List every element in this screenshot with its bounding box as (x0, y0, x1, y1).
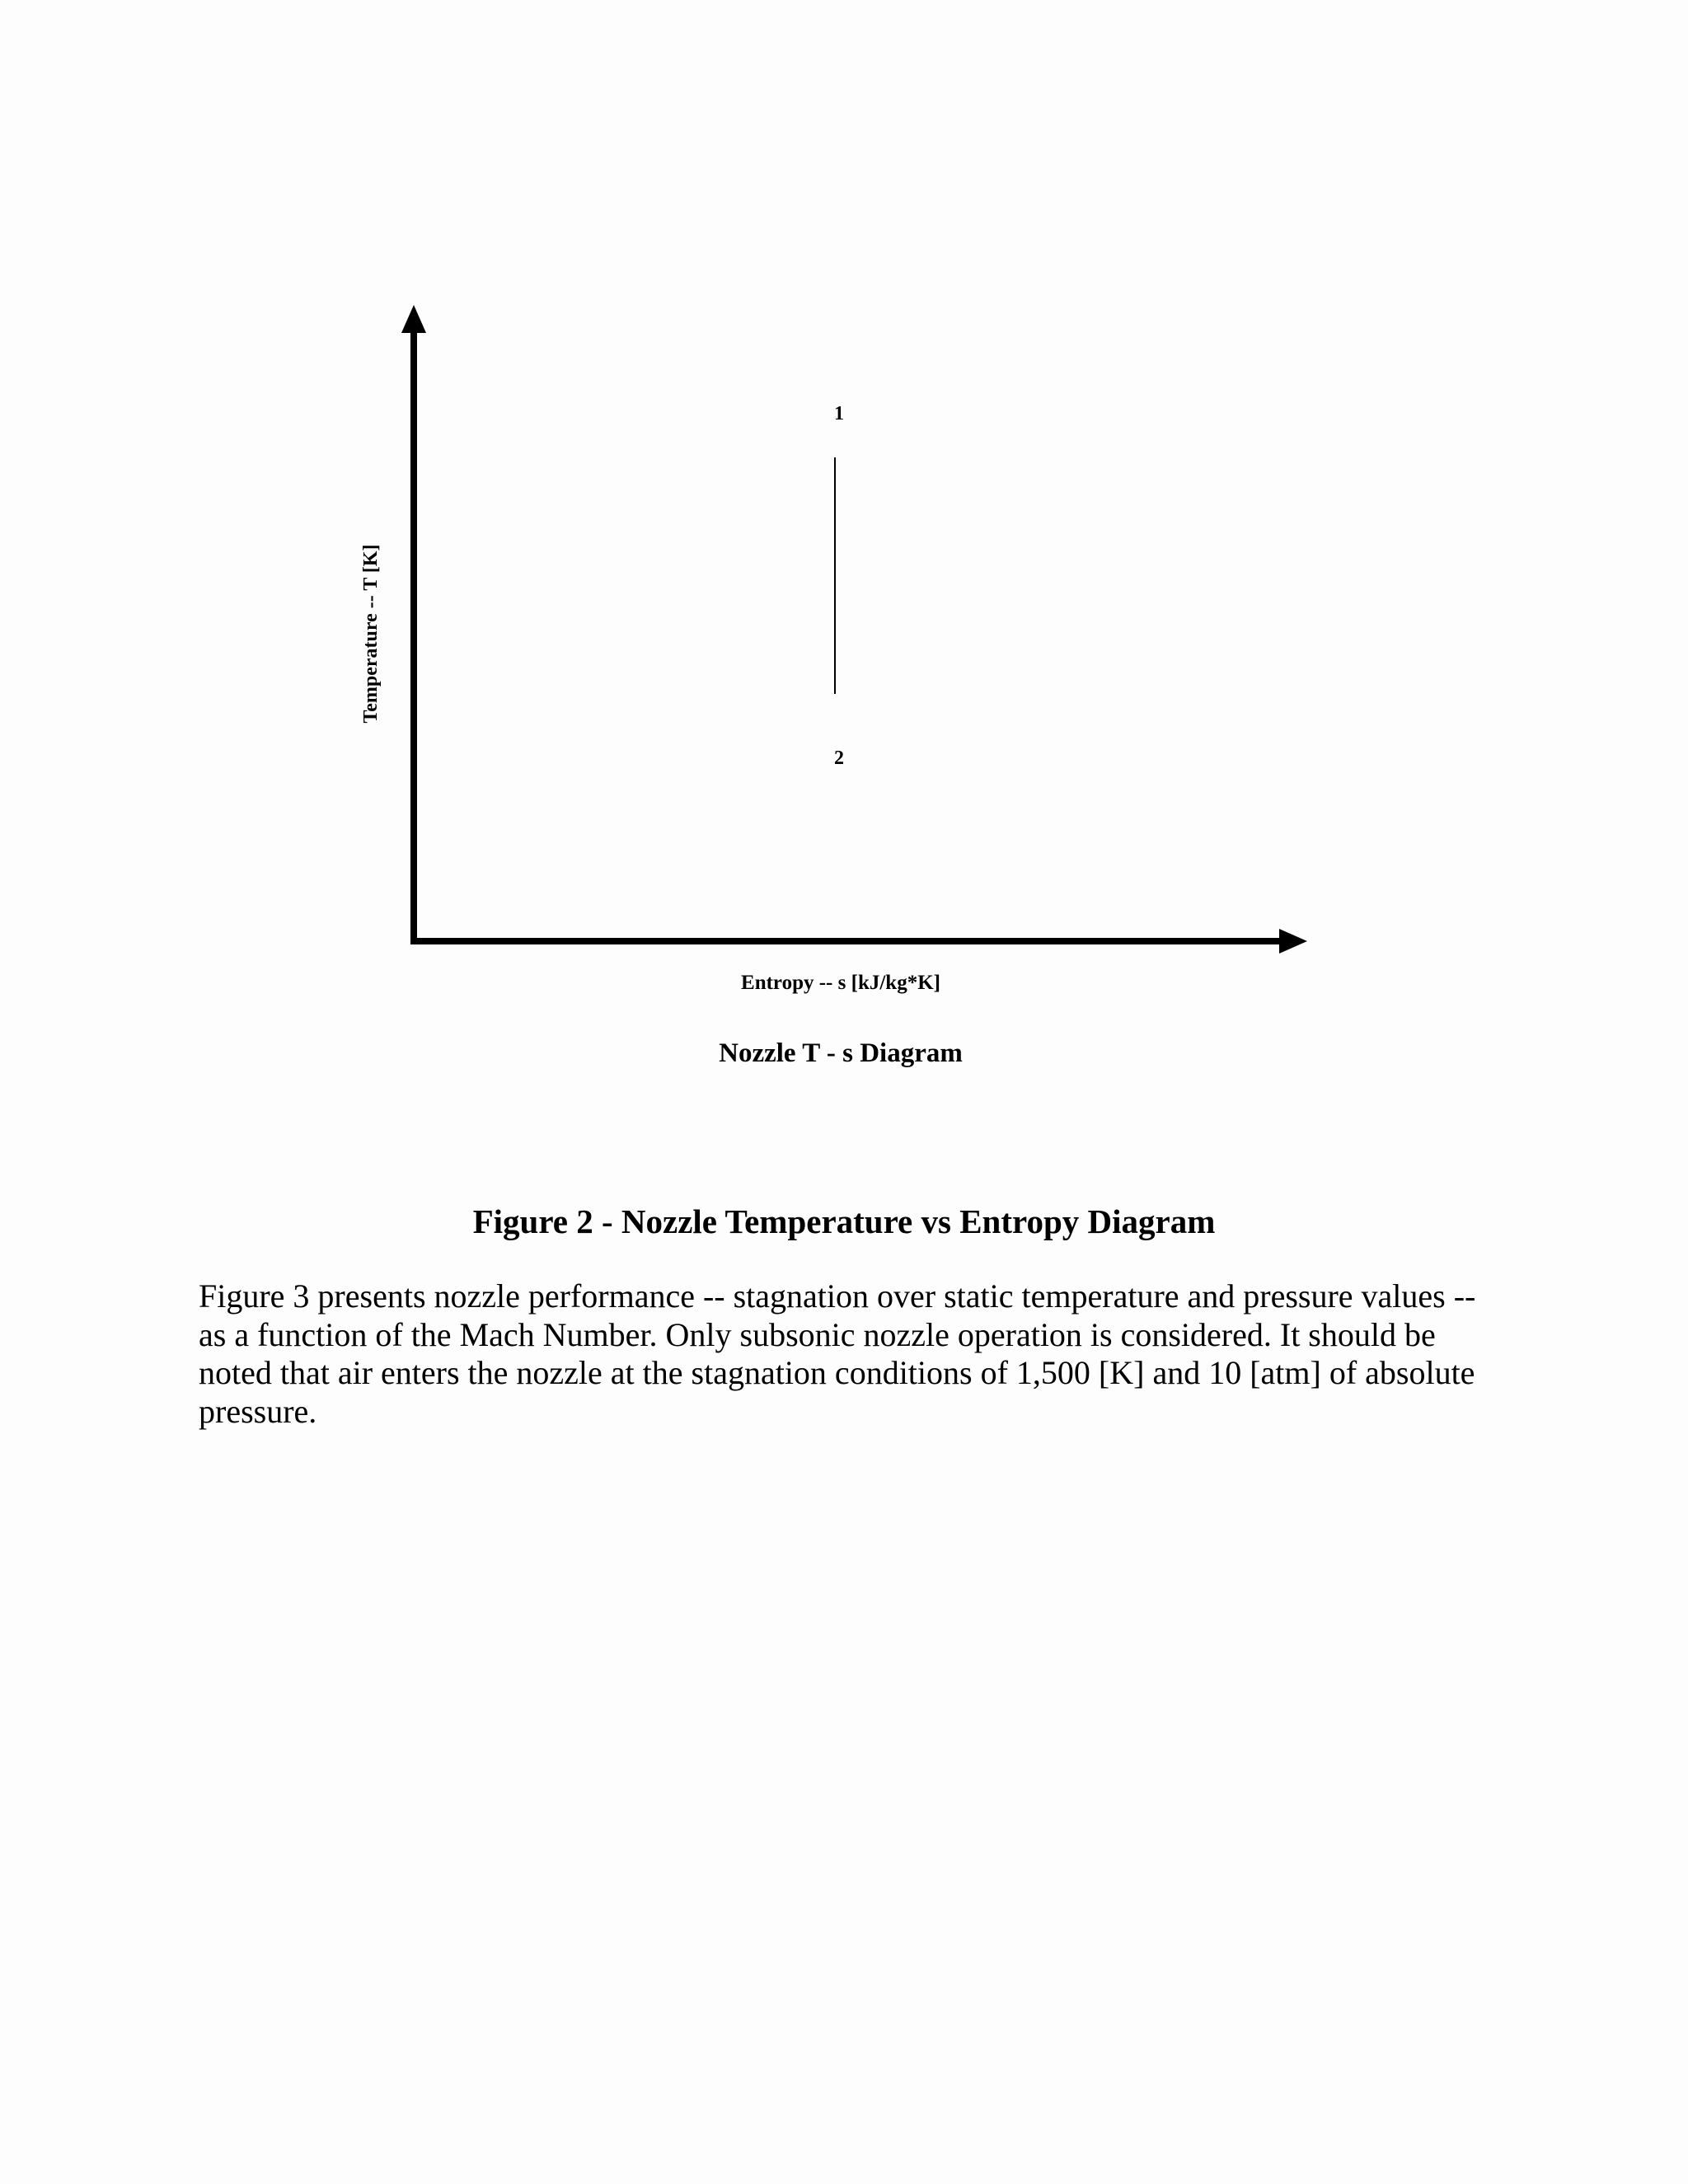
x-axis-arrowhead (1279, 929, 1307, 954)
y-axis-arrowhead (401, 305, 426, 333)
state-2-label: 2 (834, 748, 844, 769)
diagram-title: Nozzle T - s Diagram (719, 1038, 963, 1068)
y-axis-label: Temperature -- T [K] (360, 544, 382, 724)
x-axis-label: Entropy -- s [kJ/kg*K] (741, 972, 940, 994)
figure-caption: Figure 2 - Nozzle Temperature vs Entropy Diagram (472, 1202, 1216, 1240)
state-1-label: 1 (834, 403, 844, 424)
body-paragraph: Figure 3 presents nozzle performance -- stagnation over static temperature and pressure values -- as a function of the Mach Number. Only subsonic nozzle operation is considered. It should be noted that air enters the nozzle at the stagnation conditions of 1,500 [K] and 10 [atm] of absolute pressure. (199, 1277, 1476, 1430)
